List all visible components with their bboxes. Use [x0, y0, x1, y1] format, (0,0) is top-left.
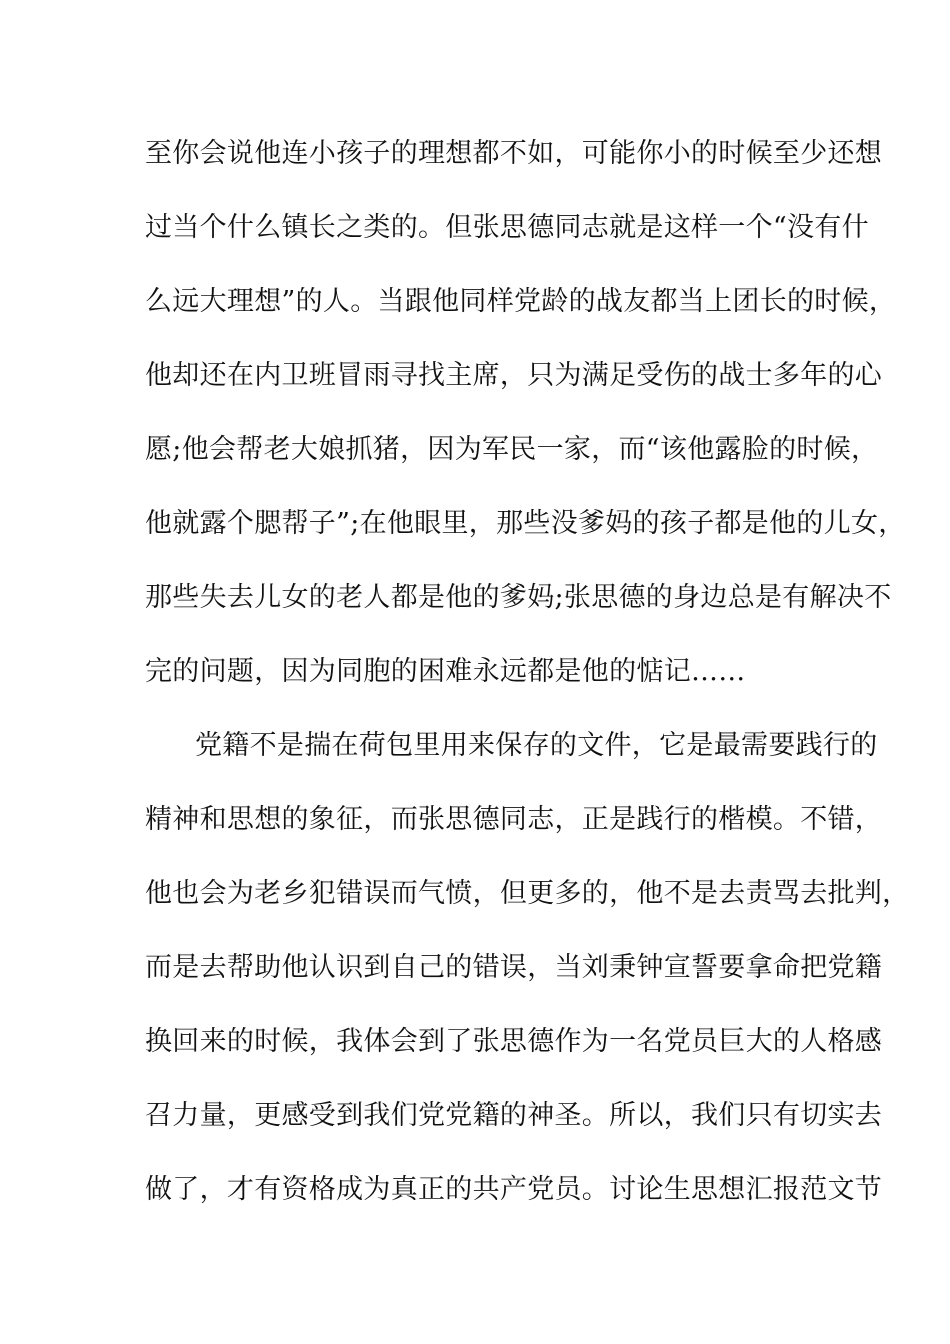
paragraph-1	[145, 128, 906, 720]
text-line: 么远大理想”的人。当跟他同样党龄的战友都当上团长的时候，	[145, 286, 897, 317]
text-line: 而是去帮助他认识到自己的错误，当刘秉钟宣誓要拿命把党籍	[145, 952, 883, 983]
paragraph-2	[145, 720, 910, 1238]
text-line: 那些失去儿女的老人都是他的爹妈;张思德的身边总是有解决不	[145, 582, 892, 613]
text-line: 换回来的时候，我体会到了张思德作为一名党员巨大的人格感	[145, 1026, 883, 1057]
text-line: 他就露个腮帮子”;在他眼里，那些没爹妈的孩子都是他的儿女，	[145, 508, 906, 539]
text-line: 完的问题，因为同胞的困难永远都是他的惦记……	[145, 656, 746, 687]
text-line: 精神和思想的象征，而张思德同志，正是践行的楷模。不错，	[145, 804, 883, 835]
text-line: 他却还在内卫班冒雨寻找主席，只为满足受伤的战士多年的心	[145, 360, 883, 391]
text-line: 做了，才有资格成为真正的共产党员。讨论生思想汇报范文节	[145, 1174, 883, 1205]
text-line: 愿;他会帮老大娘抓猪，因为军民一家，而“该他露脸的时候，	[145, 434, 879, 465]
document-body	[145, 128, 910, 1238]
text-line: 党籍不是揣在荷包里用来保存的文件，它是最需要践行的	[195, 730, 878, 761]
text-line: 过当个什么镇长之类的。但张思德同志就是这样一个“没有什	[145, 212, 869, 243]
text-line: 他也会为老乡犯错误而气愤，但更多的，他不是去责骂去批判，	[145, 878, 910, 909]
text-line: 召力量，更感受到我们党党籍的神圣。所以，我们只有切实去	[145, 1100, 883, 1131]
text-line: 至你会说他连小孩子的理想都不如，可能你小的时候至少还想	[145, 138, 883, 169]
